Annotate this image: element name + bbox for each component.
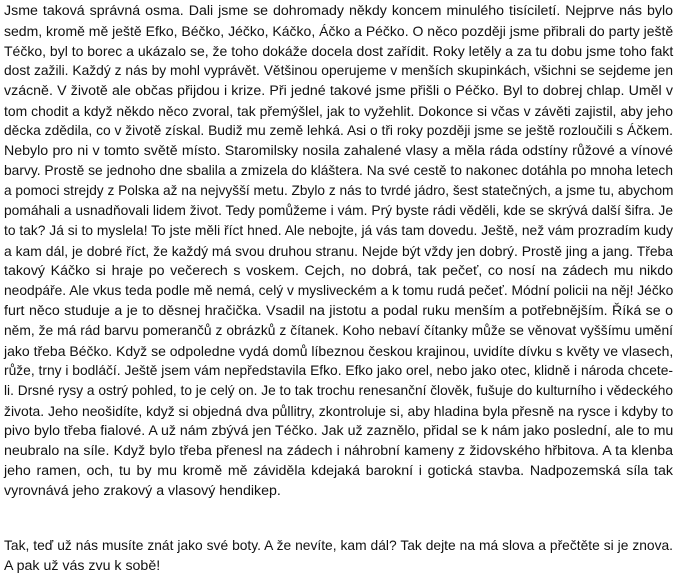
text-line: Jsme taková správná osma. Dali jsme se dohromady někdy koncem minulého tisíciletí. Nejprve nás bylo bbox=[4, 3, 673, 19]
text-line: sedm, kromě mě ještě Efko, Béčko, Jéčko, Káčko, Áčko a Péčko. O něco později jsme přibrali do party ještě bbox=[4, 23, 674, 39]
paragraph-gap bbox=[4, 501, 673, 536]
text-line: pomáhali a usnadňovali lidem život. Tedy pomůžeme i vám. Prý byste rádi věděli, kde se skrývá další šifra. Je bbox=[4, 203, 673, 218]
text-line: neubralo na síle. Když bylo třeba přenesl na zádech i náhrobní kameny z židovského hřbitova. A ta klenba bbox=[4, 443, 673, 459]
text-line: růže, trny i bodláčí. Ještě jsem vám nepředstavila Efko. Efko jako orel, nebo jako otec, klidně i národa chcete- bbox=[4, 363, 673, 378]
paragraph bbox=[4, 536, 673, 576]
text-line: takový Káčko si hraje po večerech s voskem. Cejch, no dobrá, tak pečeť, co nosí na zádech mu nikdo bbox=[4, 263, 673, 279]
text-line: pivo bylo třeba fialové. A už nám zbývá jen Téčko. Jak už zaznělo, přidal se k nám jako poslední, ale to mu bbox=[4, 423, 674, 439]
text-line: života. Jeho neošidíte, když si objedná dva půllitry, zkontroluje si, aby hladina byla přesně na rysce i kdyby to bbox=[4, 403, 674, 419]
text-line: vzácně. V životě ale občas přijdou i krize. Při jedné takové jsme přišli o Péčko. Byl to dobrej chlap. Uměl v bbox=[4, 83, 673, 99]
text-line: furt něco studuje a je to děsnej hračička. Vsadil na jistotu a podal ruku menším a potřebnějším. Říká se o bbox=[4, 303, 673, 319]
text-line: to tak? Já si to myslela! To jste měli říct hned. Ale nebojte, já vás tam dovedu. Ještě, než vám prozradím kudy bbox=[4, 223, 673, 238]
document-body bbox=[4, 1, 673, 576]
text-line: a kam dál, je dobré říct, že každý má svou druhou stranu. Nejde být vždy jen dobrý. Prostě jing a jang. Třeba bbox=[4, 243, 673, 259]
text-line: Tak, teď už nás musíte znát jako své boty. A že nevíte, kam dál? Tak dejte na má slova a přečtěte si je znova. bbox=[4, 538, 673, 553]
text-line: tom chodit a když někdo něco zvoral, tak přemýšlel, jak to vyžehlit. Dokonce si včas v závěti zajistil, aby jeho bbox=[4, 103, 673, 119]
text-line: li. Drsné rysy a ostrý pohled, to je celý on. Je to tak trochu renesanční člověk, fušuje do kulturního i vědeckého bbox=[4, 383, 673, 398]
text-line: děcka zdědila, co v životě získal. Budiž mu země lehká. Asi o tři roky později jsme se ještě rozloučili s Áčkem. bbox=[4, 123, 673, 138]
text-line: Téčko, byl to borec a ukázalo se, že toho dokáže docela dost zařídit. Roky letěly a za tu dobu jsme toho fakt bbox=[4, 43, 674, 59]
text-line: dost zažili. Každý z nás by mohl vyprávět. Většinou operujeme v menších skupinkách, všichni se sejdeme jen bbox=[4, 63, 673, 78]
text-line: vyrovnává jeho zrakový a vlasový hendikep. bbox=[4, 483, 281, 499]
text-line: A pak už vás zvu k sobě! bbox=[4, 558, 161, 574]
text-line: a pomoci strejdy z Polska až na nejvyšší metu. Zbylo z nás to tvrdé jádro, šest statečných, a jsme tu, abychom bbox=[4, 183, 674, 198]
text-line: jeho ramen, och, tu by mu kromě mě záviděla kdejaká barokní i gotická stavba. Nadpozemská síla tak bbox=[4, 463, 673, 479]
text-line: něm, že má rád barvu pomerančů z obrázků z čítanek. Koho nebaví čítanky může se věnovat vyššímu umění bbox=[4, 323, 673, 338]
text-line: neodpáře. Ale vkus teda podle mě nemá, celý v mysliveckém a k tomu rudá pečeť. Módní policii na něj! Jéčko bbox=[4, 283, 674, 298]
text-line: barvy. Prostě se jednoho dne sbalila a zmizela do kláštera. Na své cestě to nakonec dotáhla po mnoha letech bbox=[4, 163, 673, 178]
paragraph bbox=[4, 1, 673, 501]
text-line: Nebylo pro ni v tomto světě místo. Staromilsky nosila zahalené vlasy a měla ráda odstíny růžové a vínové bbox=[4, 143, 673, 159]
text-line: jako třeba Béčko. Když se odpoledne vydá domů líbeznou českou krajinou, uvidíte dívku s květy ve vlasech, bbox=[4, 343, 674, 359]
